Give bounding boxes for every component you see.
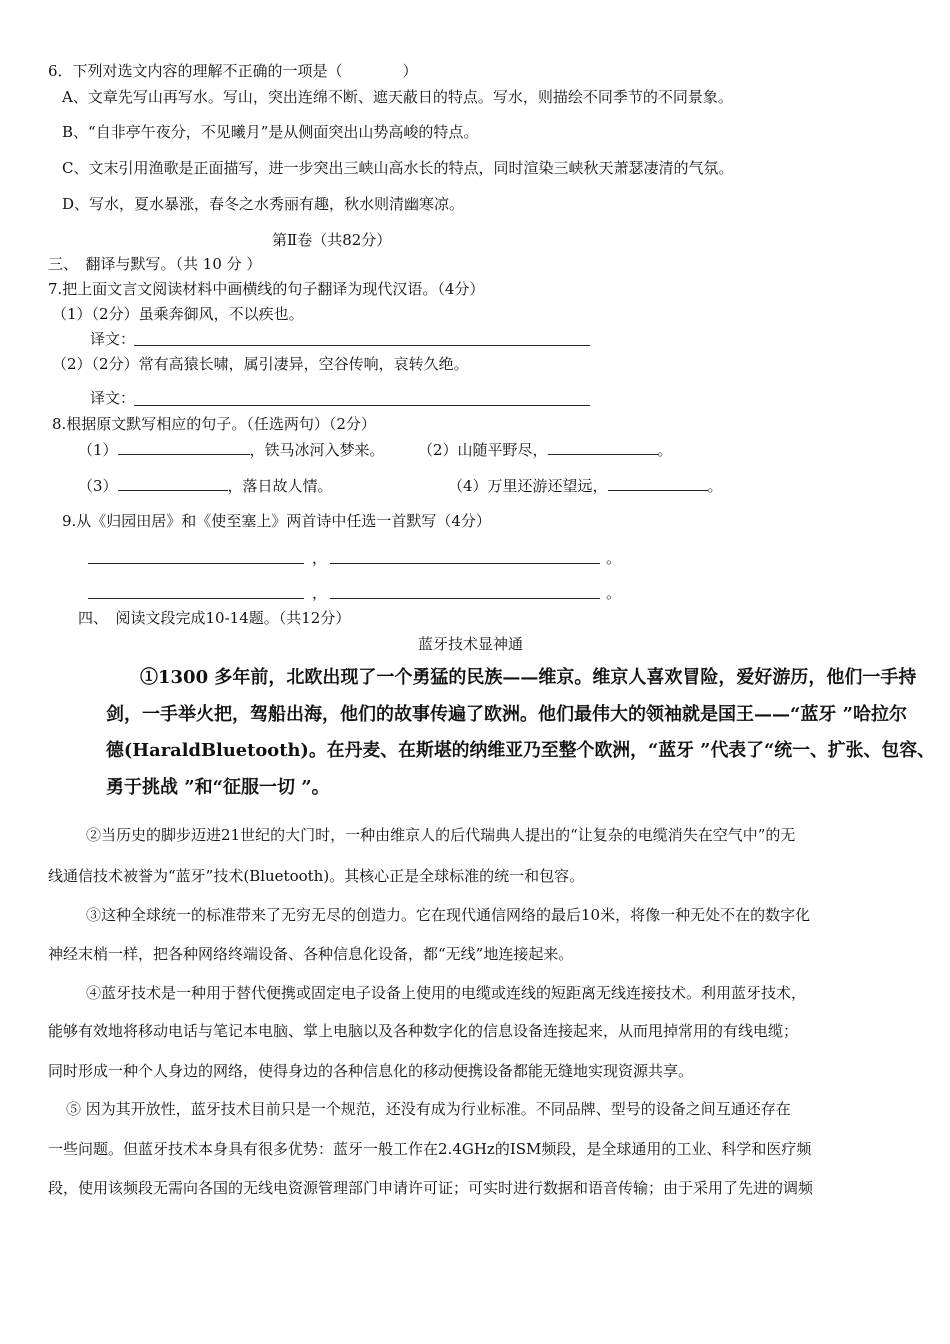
q8-blank-4[interactable] <box>608 476 708 491</box>
q8-item-4-prefix: （4）万里还游还望远， <box>448 477 608 495</box>
q8-item-3-suffix: ，落日故人情。 <box>227 477 333 495</box>
q7-translation-blank-1[interactable] <box>134 345 590 346</box>
q8-item-4 <box>448 476 723 496</box>
article-p1-line-3: 德(HaraldBluetooth)。在丹麦、在斯堪的纳维亚乃至整个欧洲，“蓝牙 ”代表了“统一、扩张、包容、 <box>106 740 935 761</box>
q8-blank-1[interactable] <box>118 440 250 455</box>
q8-item-3-prefix: （3） <box>78 477 118 495</box>
q7-translation-blank-2[interactable] <box>134 405 590 406</box>
section-3-heading: 三、 翻译与默写。（共 10 分 ） <box>48 255 262 273</box>
volume-heading: 第Ⅱ卷（共82分） <box>272 231 392 249</box>
q6-option-d: D、写水，夏水暴涨，春冬之水秀丽有趣，秋水则清幽寒凉。 <box>62 195 465 213</box>
q9-stem: 9.从《归园田居》和《使至塞上》两首诗中任选一首默写（4分） <box>62 512 491 530</box>
article-p2-line-1: ②当历史的脚步迈进21世纪的大门时，一种由维京人的后代瑞典人提出的“让复杂的电缆消失在空气中”的无 <box>86 826 796 844</box>
article-p1-line-4: 勇于挑战 ”和“征服一切 ”。 <box>106 777 330 798</box>
article-p4-line-2: 能够有效地将移动电话与笔记本电脑、掌上电脑以及各种数字化的信息设备连接起来，从而甩掉常用的有线电缆； <box>48 1022 799 1040</box>
q9-blank-2[interactable] <box>330 563 600 564</box>
q8-item-4-suffix: 。 <box>707 477 723 495</box>
article-p5-line-1: ⑤ 因为其开放性，蓝牙技术目前只是一个规范，还没有成为行业标准。不同品牌、型号的设备之间互通还存在 <box>66 1100 791 1118</box>
article-title: 蓝牙技术显神通 <box>418 635 524 653</box>
q8-blank-3[interactable] <box>118 476 228 491</box>
article-p3-line-2: 神经末梢一样，把各种网络终端设备、各种信息化设备，都“无线”地连接起来。 <box>48 945 574 963</box>
q9-period-2: 。 <box>606 584 622 602</box>
q8-item-1 <box>78 440 385 460</box>
q8-item-2-suffix: 。 <box>657 441 673 459</box>
q8-stem: 8.根据原文默写相应的句子。（任选两句）（2分） <box>52 415 376 433</box>
q6-option-b: B、“自非亭午夜分，不见曦月”是从侧面突出山势高峻的特点。 <box>62 123 479 141</box>
q9-comma-2: ， <box>312 584 328 602</box>
article-p1-line-1: ①1300 多年前，北欧出现了一个勇猛的民族——维京。维京人喜欢冒险，爱好游历，他们一手持 <box>140 667 917 688</box>
q8-item-1-prefix: （1） <box>78 441 118 459</box>
article-p4-line-3: 同时形成一种个人身边的网络，使得身边的各种信息化的移动便携设备都能无缝地实现资源共享。 <box>48 1062 694 1080</box>
q7-translation-label-1: 译文： <box>90 330 136 348</box>
q7-sentence-2: （2）（2分）常有高猿长啸，属引凄异，空谷传响，哀转久绝。 <box>52 355 469 373</box>
section-4-heading: 四、 阅读文段完成10-14题。（共12分） <box>78 609 351 627</box>
q9-period-1: 。 <box>606 549 622 567</box>
q6-option-a: A、文章先写山再写水。写山，突出连绵不断、遮天蔽日的特点。写水，则描绘不同季节的不同景象。 <box>62 88 733 106</box>
article-p3-line-1: ③这种全球统一的标准带来了无穷无尽的创造力。它在现代通信网络的最后10米，将像一种无处不在的数字化 <box>86 906 811 924</box>
article-p5-line-2: 一些问题。但蓝牙技术本身具有很多优势：蓝牙一般工作在2.4GHz的ISM频段，是全球通用的工业、科学和医疗频 <box>48 1140 812 1158</box>
article-p1-line-2: 剑，一手举火把，驾船出海，他们的故事传遍了欧洲。他们最伟大的领袖就是国王——“蓝牙 ”哈拉尔 <box>106 704 907 725</box>
q6-stem: 6．下列对选文内容的理解不正确的一项是（ ） <box>48 62 418 80</box>
article-p4-line-1: ④蓝牙技术是一种用于替代便携或固定电子设备上使用的电缆或连线的短距离无线连接技术。利用蓝牙技术， <box>86 984 807 1002</box>
q8-blank-2[interactable] <box>548 440 658 455</box>
q7-sentence-1: （1）（2分）虽乘奔御风，不以疾也。 <box>52 305 304 323</box>
q7-stem: 7.把上面文言文阅读材料中画横线的句子翻译为现代汉语。（4分） <box>48 280 485 298</box>
q8-item-2-prefix: （2）山随平野尽， <box>418 441 548 459</box>
q8-item-2 <box>418 440 673 460</box>
article-p2-line-2: 线通信技术被誉为“蓝牙”技术(Bluetooth)。其核心正是全球标准的统一和包容。 <box>48 867 585 885</box>
q7-translation-label-2: 译文： <box>90 389 136 407</box>
article-p5-line-3: 段，使用该频段无需向各国的无线电资源管理部门申请许可证；可实时进行数据和语音传输；由于采用了先进的调频 <box>48 1179 814 1197</box>
q9-blank-4[interactable] <box>330 598 600 599</box>
q8-item-3 <box>78 476 333 496</box>
q8-item-1-suffix: ，铁马冰河入梦来。 <box>249 441 385 459</box>
q9-blank-3[interactable] <box>88 598 304 599</box>
q6-option-c: C、文末引用渔歌是正面描写，进一步突出三峡山高水长的特点，同时渲染三峡秋天萧瑟凄清的气氛。 <box>62 159 734 177</box>
q9-blank-1[interactable] <box>88 563 304 564</box>
q9-comma-1: ， <box>312 549 328 567</box>
